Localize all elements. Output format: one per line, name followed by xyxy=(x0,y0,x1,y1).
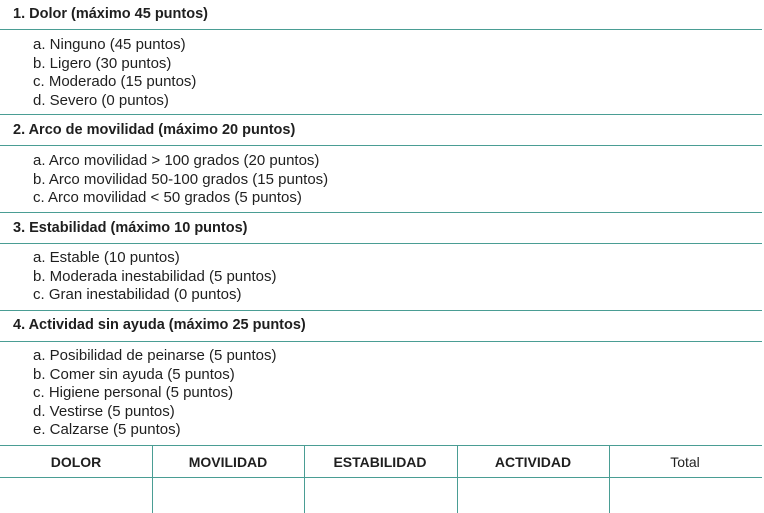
section-heading-pain xyxy=(0,0,762,30)
list-item: b. Comer sin ayuda (5 puntos) xyxy=(33,365,235,383)
list-item: c. Gran inestabilidad (0 puntos) xyxy=(33,286,242,303)
list-item: a. Posibilidad de peinarse (5 puntos) xyxy=(33,347,277,364)
section-title: 3. Estabilidad (máximo 10 puntos) xyxy=(13,220,248,236)
section-items-activity xyxy=(0,342,762,445)
list-item: a. Arco movilidad > 100 grados (20 puntos) xyxy=(33,152,320,169)
list-item: b. Moderada inestabilidad (5 puntos) xyxy=(33,267,277,285)
section-heading-mobility xyxy=(0,115,762,146)
value-cell-total[interactable] xyxy=(609,479,761,511)
header-pain: DOLOR xyxy=(50,453,102,470)
value-cell-stability[interactable] xyxy=(304,479,456,511)
list-item: d. Vestirse (5 puntos) xyxy=(33,402,175,420)
section-heading-stability xyxy=(0,213,762,244)
header-total: Total xyxy=(670,453,700,470)
section-title: 1. Dolor (máximo 45 puntos) xyxy=(13,6,208,22)
section-items-stability xyxy=(0,244,762,311)
list-item: c. Higiene personal (5 puntos) xyxy=(33,384,234,401)
list-item: c. Moderado (15 puntos) xyxy=(33,73,197,90)
section-title: 4. Actividad sin ayuda (máximo 25 puntos) xyxy=(13,317,306,333)
value-cell-pain[interactable] xyxy=(0,479,152,511)
list-item: c. Arco movilidad < 50 grados (5 puntos) xyxy=(33,189,302,206)
list-item: b. Arco movilidad 50-100 grados (15 puntos) xyxy=(33,170,329,188)
totals-table xyxy=(0,445,762,512)
section-items-mobility xyxy=(0,146,762,213)
list-item: d. Severo (0 puntos) xyxy=(33,91,169,109)
list-item: a. Ninguno (45 puntos) xyxy=(33,36,186,53)
table-row-divider xyxy=(0,477,762,478)
value-cell-mobility[interactable] xyxy=(152,479,304,511)
header-activity: ACTIVIDAD xyxy=(494,453,572,470)
section-heading-activity xyxy=(0,311,762,342)
list-item: a. Estable (10 puntos) xyxy=(33,249,180,266)
header-stability: ESTABILIDAD xyxy=(333,453,427,470)
section-title: 2. Arco de movilidad (máximo 20 puntos) xyxy=(13,122,296,138)
header-mobility: MOVILIDAD xyxy=(188,453,268,470)
value-cell-activity[interactable] xyxy=(457,479,609,511)
section-items-pain xyxy=(0,30,762,115)
list-item: e. Calzarse (5 puntos) xyxy=(33,421,181,438)
list-item: b. Ligero (30 puntos) xyxy=(33,54,172,72)
